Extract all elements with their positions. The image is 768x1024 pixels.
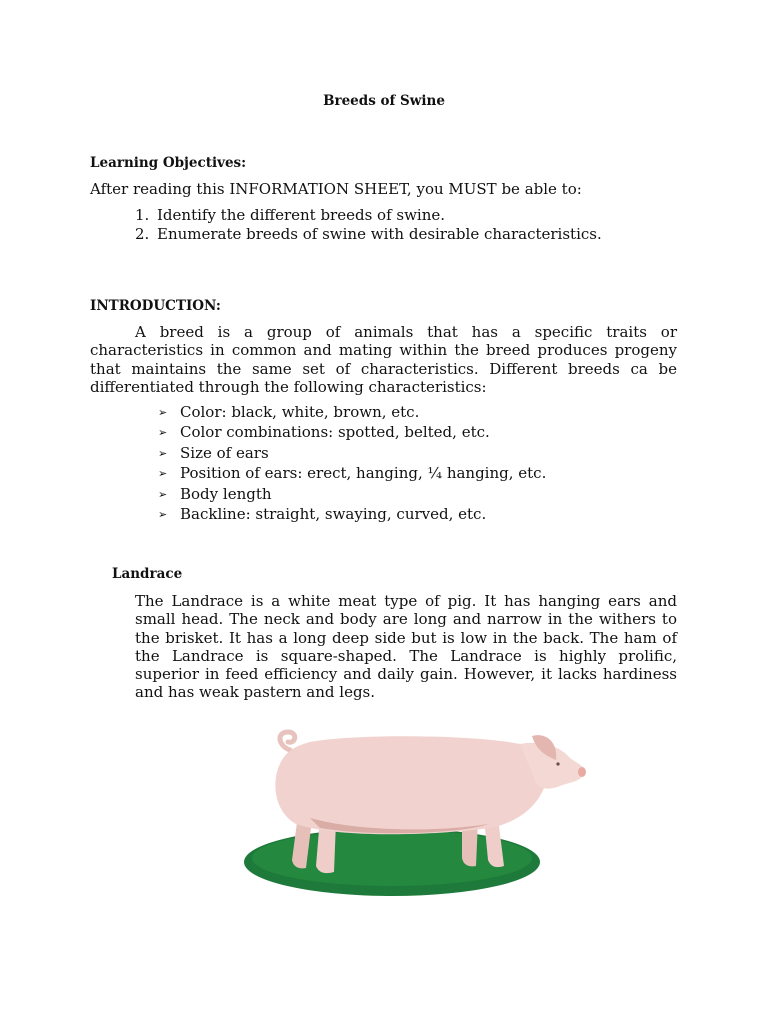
characteristics-list	[158, 403, 546, 525]
landrace-pig-image	[240, 720, 590, 910]
document-title: Breeds of Swine	[323, 93, 445, 109]
arrow-bullet-icon: ➢	[158, 467, 168, 481]
list-number: 2.	[135, 225, 150, 243]
list-item	[135, 225, 602, 244]
arrow-bullet-icon: ➢	[158, 426, 168, 440]
arrow-bullet-icon: ➢	[158, 446, 168, 460]
pig-eye	[556, 762, 559, 765]
pig-snout	[578, 767, 586, 777]
list-item	[158, 403, 546, 423]
landrace-paragraph: The Landrace is a white meat type of pig. It has hanging ears and small head. The neck and body are long and narrow in the withers to the brisket. It has a long deep side but is low in the back. The ham of the Landrace is square-shaped. The Landrace is highly prolific, superior in feed efficiency and daily gain. However, it lacks hardiness and has weak pastern and legs.	[135, 592, 677, 702]
learning-objectives-heading: Learning Objectives:	[90, 155, 247, 171]
introduction-heading: INTRODUCTION:	[90, 298, 221, 314]
list-text: Color combinations: spotted, belted, etc.	[180, 423, 490, 442]
list-item	[135, 206, 602, 225]
list-item	[158, 464, 546, 484]
list-item	[158, 485, 546, 505]
pig-tail	[280, 732, 295, 750]
learning-objectives-intro: After reading this INFORMATION SHEET, you MUST be able to:	[90, 180, 582, 198]
list-text: Enumerate breeds of swine with desirable characteristics.	[157, 225, 602, 243]
list-item	[158, 505, 546, 525]
list-text: Identify the different breeds of swine.	[157, 206, 446, 224]
list-text: Position of ears: erect, hanging, ¼ hanging, etc.	[180, 464, 547, 483]
list-text: Size of ears	[180, 443, 269, 462]
arrow-bullet-icon: ➢	[158, 406, 168, 419]
list-number: 1.	[135, 206, 150, 224]
list-text: Body length	[180, 484, 272, 503]
list-item	[158, 444, 546, 464]
landrace-heading: Landrace	[112, 566, 183, 582]
introduction-paragraph: A breed is a group of animals that has a specific traits or characteristics in common and mating within the breed produces progeny that maintains the same set of characteristics. Different breeds ca be differentiated through the following characteristics:	[90, 323, 677, 396]
arrow-bullet-icon: ➢	[158, 487, 168, 501]
list-text: Color: black, white, brown, etc.	[180, 403, 420, 421]
pig-body	[275, 736, 546, 834]
list-item	[158, 423, 546, 443]
list-text: Backline: straight, swaying, curved, etc.	[180, 505, 487, 524]
arrow-bullet-icon: ➢	[158, 508, 168, 522]
objectives-list	[135, 206, 602, 244]
